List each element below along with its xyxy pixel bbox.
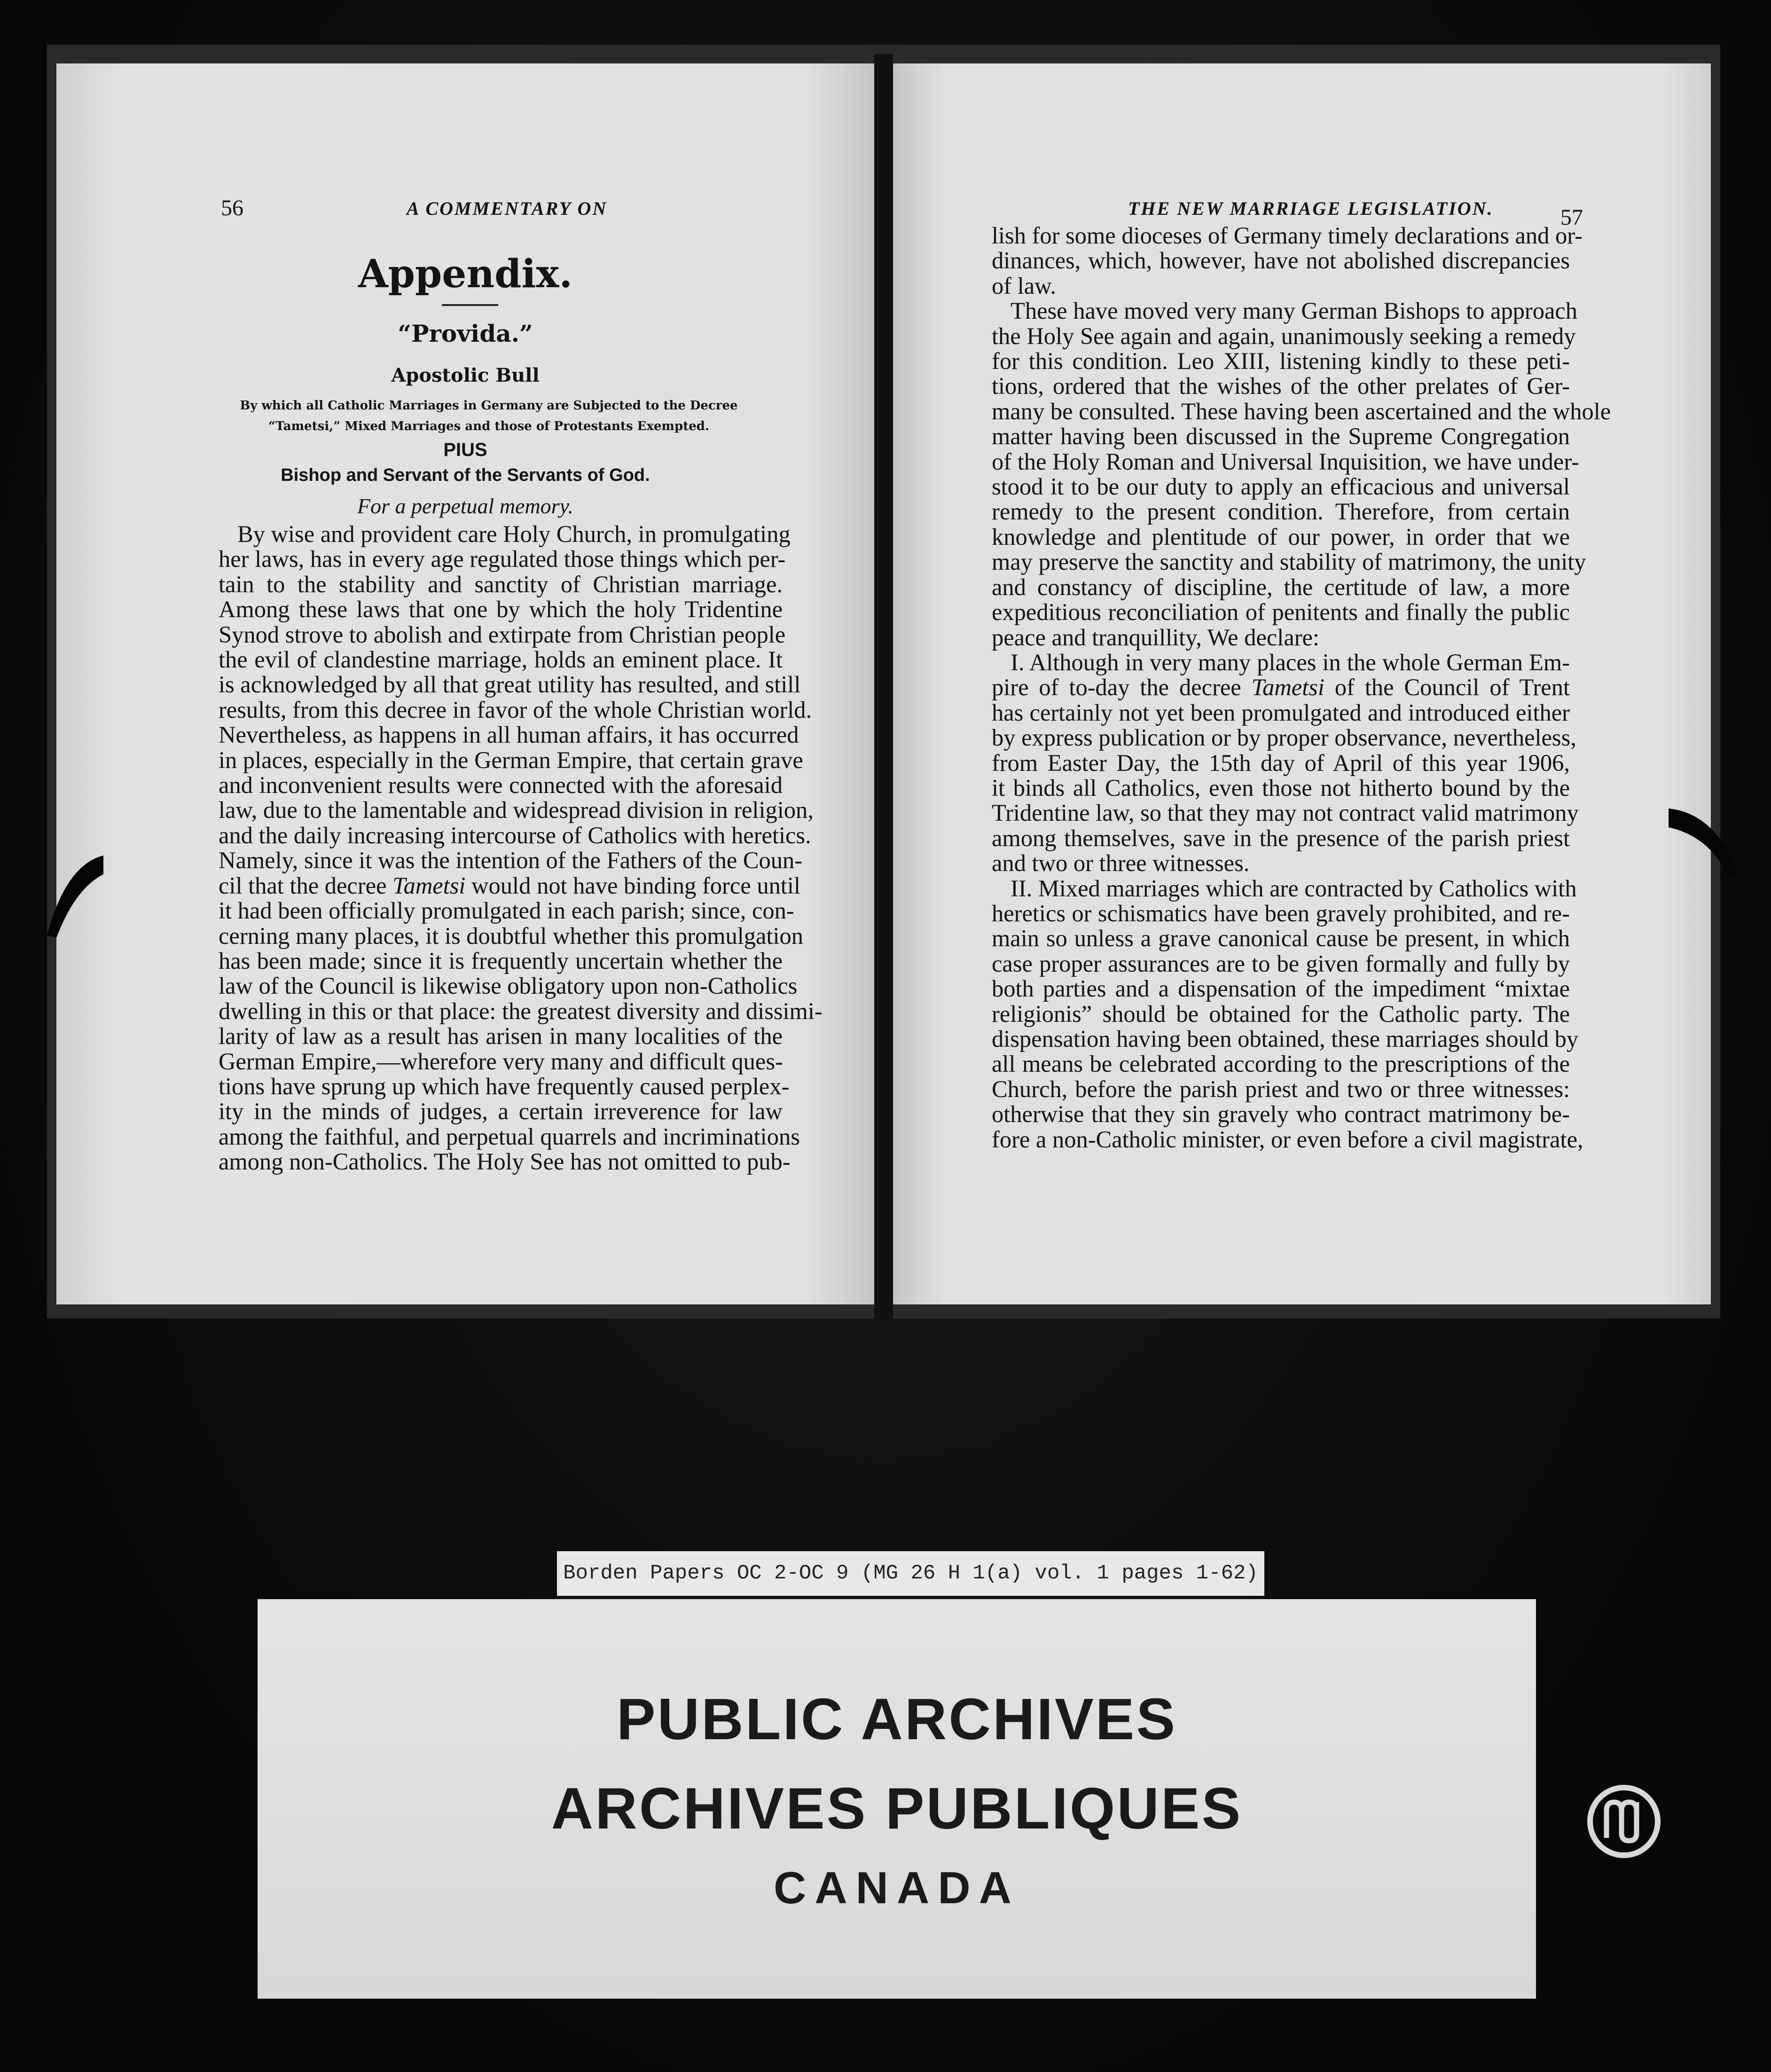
text-line: heretics or schismatics have been gravely prohibited, and re- [992, 900, 1570, 926]
right-running-head: THE NEW MARRIAGE LEGISLATION. [1128, 198, 1494, 219]
text-line: Tridentine law, so that they may not contract valid matrimony [992, 800, 1579, 826]
text-line: tain to the stability and sanctity of Christian marriage. [219, 571, 783, 597]
page-tab-mark-left [38, 846, 103, 940]
open-book [47, 45, 1720, 1319]
text-line: in places, especially in the German Empire, that certain grave [219, 746, 803, 773]
text-line: many be consulted. These having been ascertained and the whole [992, 398, 1611, 424]
text-line: is acknowledged by all that great utility has resulted, and still [219, 671, 801, 698]
text-line: of the Holy Roman and Universal Inquisition, we have under- [992, 448, 1579, 475]
text-line: pire of to-day the decree Tametsi of the Council of Trent [992, 674, 1570, 701]
text-line: case proper assurances are to be given formally and fully by [992, 950, 1570, 977]
text-line: fore a non-Catholic minister, or even before a civil magistrate, [992, 1126, 1583, 1153]
text-line: German Empire,—wherefore very many and difficult ques- [219, 1048, 783, 1075]
bull-heading: Apostolic Bull [391, 364, 540, 386]
text-line: Among these laws that one by which the holy Tridentine [219, 596, 783, 623]
text-line: the evil of clandestine marriage, holds an eminent place. It [219, 646, 783, 673]
text-line: for this condition. Leo XIII, listening kindly to these peti- [992, 348, 1570, 375]
archive-label-country: CANADA [774, 1863, 1020, 1913]
book-gutter [874, 54, 893, 1319]
text-line: By wise and provident care Holy Church, in promulgating [237, 521, 791, 547]
call-number-strip: Borden Papers OC 2-OC 9 (MG 26 H 1(a) vol. 1 pages 1-62) [557, 1551, 1264, 1596]
text-line: main so unless a grave canonical cause be present, in which [992, 925, 1570, 952]
text-line: knowledge and plentitude of our power, in order that we [992, 523, 1570, 550]
text-line: tions, ordered that the wishes of the other prelates of Ger- [992, 373, 1570, 400]
text-line: has been made; since it is frequently uncertain whether the [219, 947, 783, 974]
text-line: expeditious reconciliation of penitents and finally the public [992, 599, 1570, 626]
right-page-number: 57 [1560, 205, 1583, 230]
page-tab-mark-right [1669, 799, 1744, 884]
appendix-title: Appendix. [358, 251, 572, 297]
text-line: by express publication or by proper observance, nevertheless, [992, 724, 1576, 751]
right-body-text [992, 222, 1611, 1153]
memory-line: For a perpetual memory. [357, 494, 573, 518]
text-line: II. Mixed marriages which are contracted by Catholics with [1011, 875, 1577, 902]
text-line: may preserve the sanctity and stability of matrimony, the unity [992, 549, 1586, 575]
bull-description: By which all Catholic Marriages in Germany are Subjected to the Decree “Tametsi,” Mixed Marriages and those of Protestants Exempted. [240, 399, 738, 433]
text-line: cerning many places, it is doubtful whether this promulgation [219, 922, 804, 949]
text-line: and two or three witnesses. [992, 850, 1250, 877]
text-line: has certainly not yet been promulgated and introduced either [992, 699, 1570, 726]
right-page [893, 63, 1711, 1304]
left-page-number: 56 [221, 196, 243, 220]
text-line: cil that the decree Tametsi would not have binding force until [219, 872, 800, 899]
text-line: law of the Council is likewise obligatory upon non-Catholics [219, 973, 798, 999]
text-line: among themselves, save in the presence of the parish priest [992, 824, 1570, 851]
archives-monogram-icon [1584, 1782, 1664, 1861]
archive-label-fr: ARCHIVES PUBLIQUES [551, 1776, 1243, 1841]
text-line: the Holy See again and again, unanimously seeking a remedy [992, 322, 1576, 349]
text-line: law, due to the lamentable and widespread division in religion, [219, 797, 814, 824]
text-line: Nevertheless, as happens in all human affairs, it has occurred [219, 722, 799, 748]
text-line: both parties and a dispensation of the impediment “mixtae [992, 975, 1570, 1002]
text-line: it binds all Catholics, even those not hitherto bound by the [992, 774, 1570, 801]
text-line: remedy to the present condition. Therefore, from certain [992, 498, 1570, 525]
left-body-text [219, 521, 823, 1175]
text-line: dinances, which, however, have not abolished discrepancies [992, 247, 1570, 274]
text-line: religionis” should be obtained for the Catholic party. The [992, 1000, 1570, 1027]
archive-label-en: PUBLIC ARCHIVES [616, 1687, 1177, 1752]
text-line: I. Although in very many places in the whole German Em- [1011, 649, 1570, 675]
pope-title: Bishop and Servant of the Servants of God. [281, 465, 650, 485]
text-line: from Easter Day, the 15th day of April of this year 1906, [992, 749, 1570, 776]
text-line: dwelling in this or that place: the greatest diversity and dissimi- [219, 997, 823, 1024]
text-line: tions have sprung up which have frequently caused perplex- [219, 1073, 790, 1099]
text-line: Namely, since it was the intention of the Fathers of the Coun- [219, 847, 803, 874]
text-line: among the faithful, and perpetual quarrels and incriminations [219, 1123, 800, 1150]
title-rule [442, 304, 498, 306]
text-line: among non-Catholics. The Holy See has not omitted to pub- [219, 1148, 791, 1175]
text-line: all means be celebrated according to the prescriptions of the [992, 1051, 1570, 1077]
text-line: Church, before the parish priest and two or three witnesses: [992, 1075, 1570, 1102]
text-line: larity of law as a result has arisen in many localities of the [219, 1023, 783, 1050]
text-line: ity in the minds of judges, a certain irreverence for law [219, 1098, 783, 1125]
text-line: and constancy of discipline, the certitude of law, a more [992, 573, 1570, 600]
text-line: matter having been discussed in the Supreme Congregation [992, 423, 1570, 450]
pope-name: PIUS [443, 440, 487, 460]
bull-name: “Provida.” [398, 320, 533, 347]
text-line: lish for some dioceses of Germany timely declarations and or- [992, 222, 1583, 249]
text-line: results, from this decree in favor of the whole Christian world. [219, 696, 812, 723]
text-line: of law. [992, 272, 1056, 299]
text-line: and inconvenient results were connected with the aforesaid [219, 772, 783, 799]
text-line: it had been officially promulgated in each parish; since, con- [219, 897, 794, 924]
text-line: These have moved very many German Bishops to approach [1011, 298, 1578, 324]
text-line: otherwise that they sin gravely who contract matrimony be- [992, 1101, 1570, 1128]
text-line: Synod strove to abolish and extirpate from Christian people [219, 621, 786, 648]
text-line: dispensation having been obtained, these marriages should by [992, 1026, 1579, 1052]
text-line: stood it to be our duty to apply an efficacious and universal [992, 473, 1570, 500]
text-line: and the daily increasing intercourse of Catholics with heretics. [219, 822, 811, 848]
text-line: her laws, has in every age regulated those things which per- [219, 546, 786, 573]
left-running-head: A COMMENTARY ON [407, 198, 608, 219]
text-line: peace and tranquillity, We declare: [992, 624, 1319, 651]
archive-card [258, 1599, 1536, 1999]
left-page [56, 63, 874, 1304]
